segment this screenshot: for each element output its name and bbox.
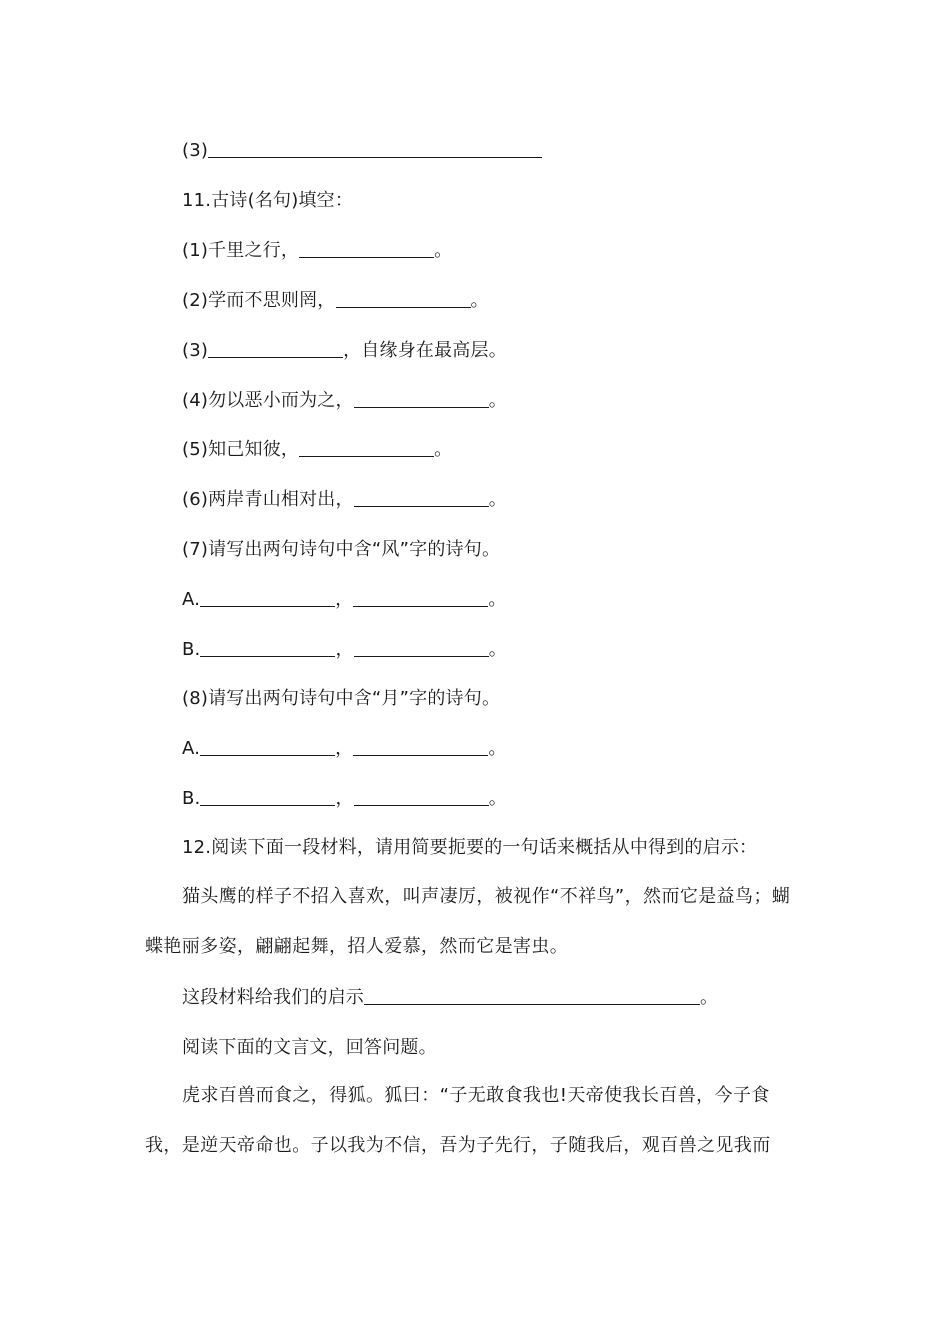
q11-item-1 <box>182 238 452 264</box>
answer-blank[interactable] <box>200 737 335 756</box>
punctuation: 。 <box>470 290 489 311</box>
q11-item-6-prompt: (6)两岸青山相对出， <box>182 489 354 510</box>
q10-item-3 <box>182 138 542 164</box>
q11-item-3-prompt: (3) <box>182 340 209 361</box>
q11-item-8a <box>182 736 507 762</box>
q12-material: 猫头鹰的样子不招入喜欢，叫声凄厉，被视作“不祥鸟”，然而它是益鸟；蝴蝶艳丽多姿，翩翩起舞，招人爱慕，然而它是害虫。 <box>145 886 791 957</box>
answer-blank[interactable] <box>299 438 434 457</box>
q11-item-2-prompt: (2)学而不思则罔， <box>182 290 336 311</box>
q11-item-6 <box>182 487 507 513</box>
classical-text: 虎求百兽而食之，得狐。狐曰：“子无敢食我也!天帝使我长百兽，今子食我，是逆天帝命也。子以我为不信，吾为子先行，子随我后，观百兽之见我而 <box>145 1085 771 1156</box>
q11-item-7a <box>182 587 507 613</box>
q11-item-8: (8)请写出两句诗句中含“月”字的诗句。 <box>182 688 501 709</box>
answer-blank[interactable] <box>354 389 489 408</box>
answer-blank[interactable] <box>200 588 335 607</box>
answer-blank[interactable] <box>353 588 488 607</box>
punctuation: 。 <box>700 987 719 1008</box>
q12-title: 12.阅读下面一段材料，请用简要扼要的一句话来概括从中得到的启示： <box>182 837 758 858</box>
q11-item-8b <box>182 786 507 812</box>
q11-item-7b <box>182 637 507 663</box>
option-label: B. <box>182 639 201 660</box>
q12-answer-prompt: 这段材料给我们的启示 <box>182 987 364 1008</box>
option-label: B. <box>182 788 201 809</box>
punctuation: 。 <box>488 589 507 610</box>
answer-blank[interactable] <box>208 139 542 158</box>
answer-blank[interactable] <box>208 339 343 358</box>
answer-blank[interactable] <box>364 986 700 1005</box>
punctuation: 。 <box>488 639 507 660</box>
classical-intro: 阅读下面的文言文，回答问题。 <box>182 1037 437 1058</box>
punctuation: 。 <box>434 439 453 460</box>
answer-blank[interactable] <box>353 737 488 756</box>
q11-item-7: (7)请写出两句诗句中含“风”字的诗句。 <box>182 539 501 560</box>
answer-blank[interactable] <box>200 787 335 806</box>
punctuation: 。 <box>434 240 453 261</box>
option-label: A. <box>182 738 201 759</box>
q11-item-3 <box>182 338 507 364</box>
punctuation: 。 <box>488 489 507 510</box>
q11-item-5-prompt: (5)知己知彼， <box>182 439 300 460</box>
answer-blank[interactable] <box>336 289 471 308</box>
punctuation: ， <box>335 639 354 660</box>
punctuation: 。 <box>488 738 507 759</box>
answer-blank[interactable] <box>354 638 489 657</box>
q11-title: 11.古诗(名句)填空： <box>182 190 354 211</box>
q11-item-5 <box>182 437 452 463</box>
punctuation: 。 <box>488 390 507 411</box>
option-label: A. <box>182 589 201 610</box>
q11-item-1-prompt: (1)千里之行， <box>182 240 300 261</box>
q11-item-3-suffix: ，自缘身在最高层。 <box>343 340 507 361</box>
q11-item-4-prompt: (4)勿以恶小而为之， <box>182 390 354 411</box>
answer-blank[interactable] <box>200 638 335 657</box>
punctuation: ， <box>335 589 354 610</box>
answer-blank[interactable] <box>354 787 489 806</box>
q10-item-3-label: (3) <box>182 140 209 161</box>
punctuation: ， <box>335 788 354 809</box>
answer-blank[interactable] <box>299 239 434 258</box>
answer-blank[interactable] <box>354 488 489 507</box>
punctuation: 。 <box>488 788 507 809</box>
punctuation: ， <box>335 738 354 759</box>
q11-item-4 <box>182 388 507 414</box>
q11-item-2 <box>182 288 489 314</box>
q12-answer <box>182 985 718 1011</box>
